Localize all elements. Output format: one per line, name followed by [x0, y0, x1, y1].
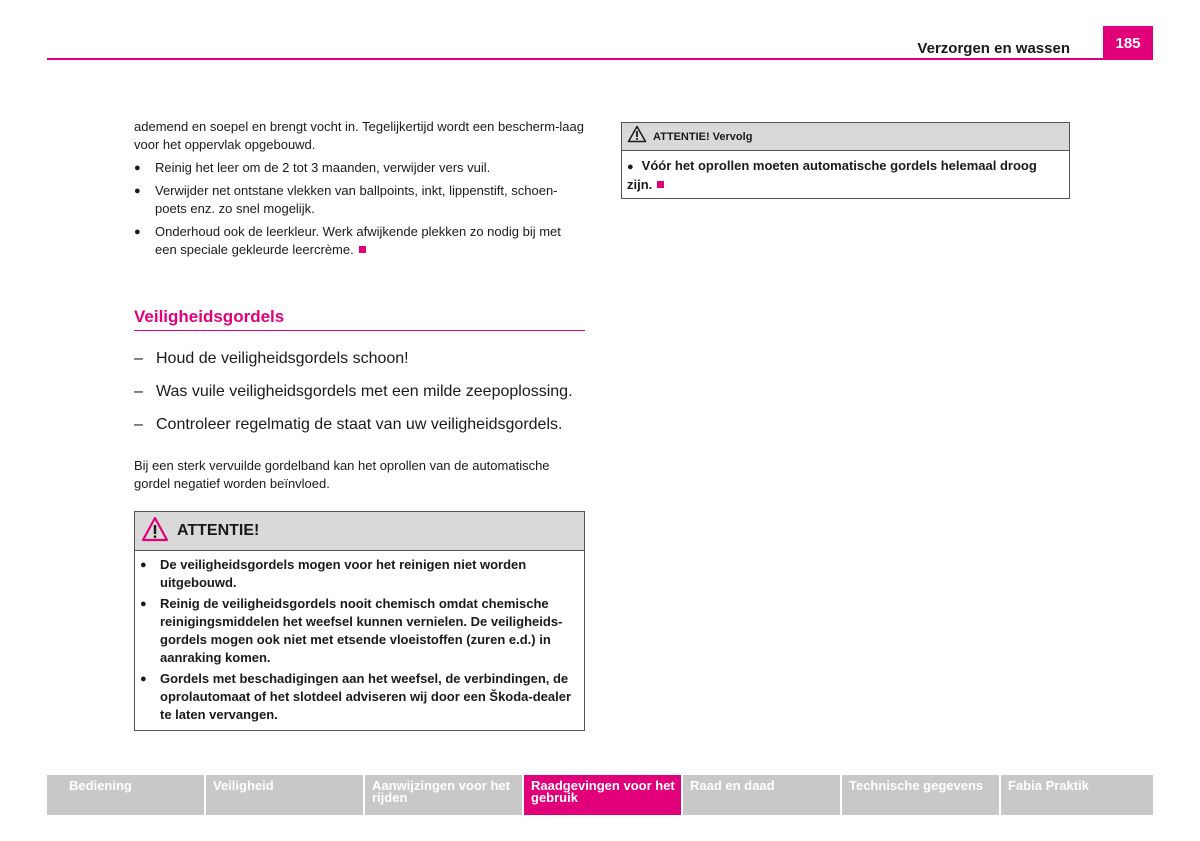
list-item	[134, 223, 585, 259]
warning-item	[140, 670, 579, 724]
bullet-icon: ●	[134, 226, 141, 238]
nav-tab-technische-gegevens[interactable]: Technische gegevens	[842, 775, 999, 815]
page-header-title: Verzorgen en wassen	[917, 40, 1070, 57]
nav-tab-bediening[interactable]: Bediening	[47, 775, 204, 815]
nav-tab-fabia-praktik[interactable]: Fabia Praktik	[1001, 775, 1153, 815]
warning-box	[134, 511, 585, 731]
nav-tab-raadgevingen[interactable]: Raadgevingen voor het gebruik	[524, 775, 681, 815]
intro-paragraph: ademend en soepel en brengt vocht in. Tegelijkertijd wordt een bescherm-laag voor het oppervlak opgebouwd.	[134, 119, 584, 152]
warning-triangle-icon	[141, 516, 169, 547]
section-end-icon	[657, 181, 664, 188]
warning-continued-box	[621, 122, 1070, 199]
warning-continued-header	[622, 123, 1069, 151]
bullet-text: Onderhoud ook de leerkleur. Werk afwijkende plekken zo nodig bij met een speciale gekleurde leercrème.	[155, 224, 561, 257]
section-end-icon	[359, 246, 366, 253]
bullet-icon: ●	[627, 161, 634, 173]
warning-text: De veiligheidsgordels mogen voor het reinigen niet worden uitgebouwd.	[160, 557, 527, 590]
bullet-icon: ●	[140, 598, 147, 610]
header-divider	[47, 58, 1153, 60]
step-item	[134, 349, 585, 369]
chapter-navigation	[47, 775, 1153, 815]
warning-text: Gordels met beschadigingen aan het weefsel, de verbindingen, de oprolautomaat of het slotdeel adviseren wij door een Škoda-dealer te laten vervangen.	[160, 671, 572, 722]
warning-body	[135, 551, 584, 730]
bullet-text: Reinig het leer om de 2 tot 3 maanden, verwijder vers vuil.	[155, 160, 491, 175]
dash-icon: –	[134, 416, 143, 433]
list-item	[134, 182, 585, 218]
warning-item	[140, 595, 579, 667]
nav-tab-aanwijzingen[interactable]: Aanwijzingen voor het rijden	[365, 775, 522, 815]
bullet-icon: ●	[134, 185, 141, 197]
warning-title: ATTENTIE!	[177, 522, 260, 539]
warning-triangle-icon	[627, 125, 647, 148]
left-column	[134, 118, 585, 731]
step-text: Was vuile veiligheidsgordels met een milde zeepoplossing.	[156, 383, 573, 400]
bullet-text: Verwijder net ontstane vlekken van ballpoints, inkt, lippenstift, schoen-poets enz. zo snel mogelijk.	[155, 183, 558, 216]
warning-text: Reinig de veiligheidsgordels nooit chemisch omdat chemische reinigingsmiddelen het weefsel kunnen vernielen. De veiligheids-gordels mogen ook niet met etsende vloeistoffen (zuren e.d.) in aanraking komen.	[160, 596, 563, 665]
warning-item	[140, 556, 579, 592]
warning-continued-title: ATTENTIE! Vervolg	[653, 130, 753, 143]
right-column	[621, 122, 1070, 199]
step-item	[134, 382, 585, 402]
step-text: Houd de veiligheidsgordels schoon!	[156, 350, 409, 367]
step-item	[134, 415, 585, 435]
note-paragraph: Bij een sterk vervuilde gordelband kan het oprollen van de automatische gordel negatief worden beïnvloed.	[134, 458, 550, 491]
list-item	[134, 159, 585, 177]
section-title: Veiligheidsgordels	[134, 307, 585, 331]
bullet-icon: ●	[140, 559, 147, 571]
warning-text: Vóór het oprollen moeten automatische gordels helemaal droog zijn.	[627, 158, 1037, 192]
dash-icon: –	[134, 350, 143, 367]
warning-header	[135, 512, 584, 551]
bullet-icon: ●	[140, 673, 147, 685]
page-number: 185	[1103, 26, 1153, 60]
warning-continued-body	[622, 151, 1069, 198]
step-text: Controleer regelmatig de staat van uw veiligheidsgordels.	[156, 416, 563, 433]
nav-tab-veiligheid[interactable]: Veiligheid	[206, 775, 363, 815]
dash-icon: –	[134, 383, 143, 400]
nav-tab-raad-en-daad[interactable]: Raad en daad	[683, 775, 840, 815]
bullet-icon: ●	[134, 162, 141, 174]
